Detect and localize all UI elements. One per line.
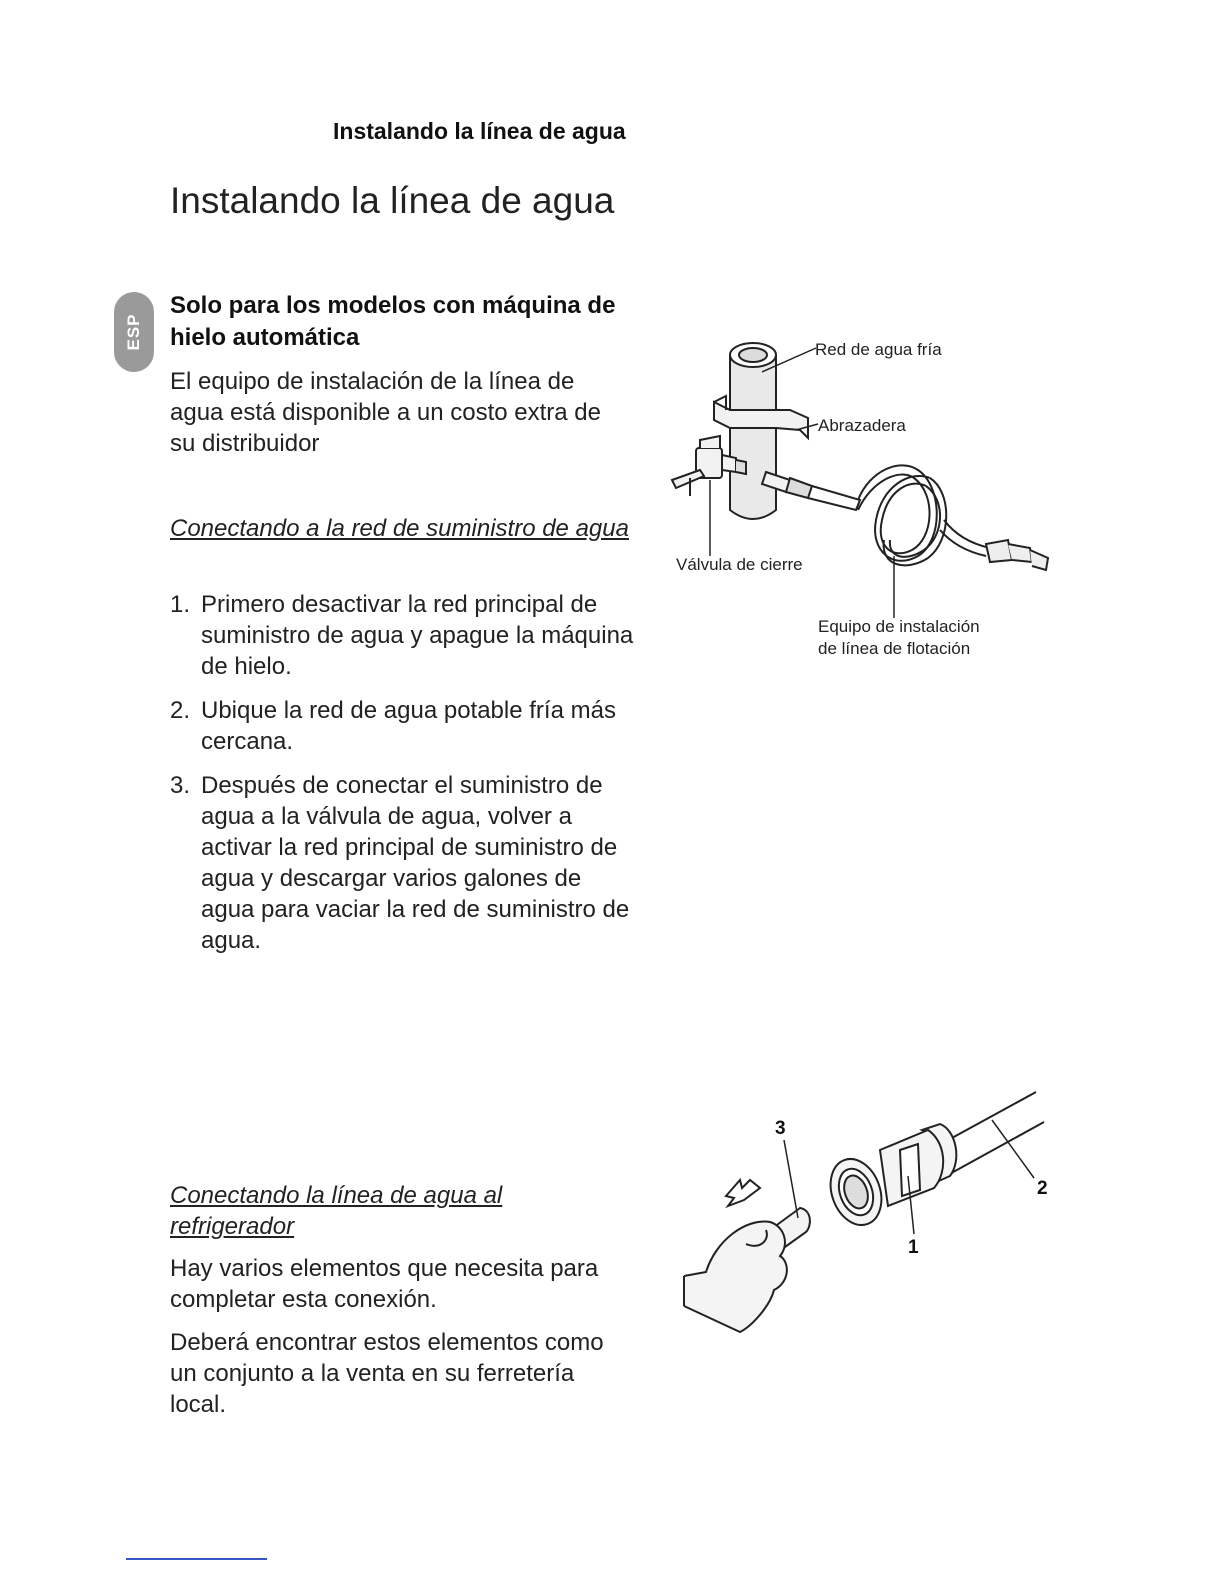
- callout-2: 2: [1037, 1178, 1048, 1199]
- section-title: Solo para los modelos con máquina de hielo automática: [170, 292, 616, 351]
- callout-1: 1: [908, 1237, 919, 1258]
- label-kit-line1: Equipo de instalación: [818, 617, 980, 636]
- fridge-paragraph-2: Deberá encontrar estos elementos como un conjunto a la venta en su ferretería local.: [170, 1329, 604, 1418]
- label-clamp: Abrazadera: [818, 416, 906, 435]
- intro-paragraph: El equipo de instalación de la línea de agua está disponible a un costo extra de su distribuidor: [170, 368, 601, 457]
- step-number: 1.: [170, 591, 191, 618]
- label-cold-pipe: Red de agua fría: [815, 340, 942, 359]
- step-number: 2.: [170, 697, 191, 724]
- footer-divider: [126, 1558, 267, 1560]
- language-tab-label: ESP: [124, 313, 143, 351]
- label-kit-line2: de línea de flotación: [818, 639, 971, 658]
- step-text: Primero desactivar la red principal de suministro de agua y apague la máquina de hielo.: [201, 591, 634, 680]
- page-title: Instalando la línea de agua: [170, 180, 615, 221]
- step-number: 3.: [170, 772, 191, 799]
- label-valve: Válvula de cierre: [676, 555, 803, 574]
- supply-subhead: Conectando a la red de suministro de agua: [170, 515, 629, 542]
- running-header: Instalando la línea de agua: [333, 118, 626, 144]
- fridge-paragraph-1: Hay varios elementos que necesita para completar esta conexión.: [170, 1255, 599, 1313]
- callout-3: 3: [775, 1118, 786, 1139]
- step-text: Ubique la red de agua potable fría más cercana.: [201, 697, 616, 755]
- step-text: Después de conectar el suministro de agua a la válvula de agua, volver a activar la red principal de suministro de agua y descargar varios galones de agua para vaciar la red de suministro de agua.: [201, 772, 630, 954]
- fridge-subhead: Conectando la línea de agua al refrigerador: [170, 1182, 503, 1240]
